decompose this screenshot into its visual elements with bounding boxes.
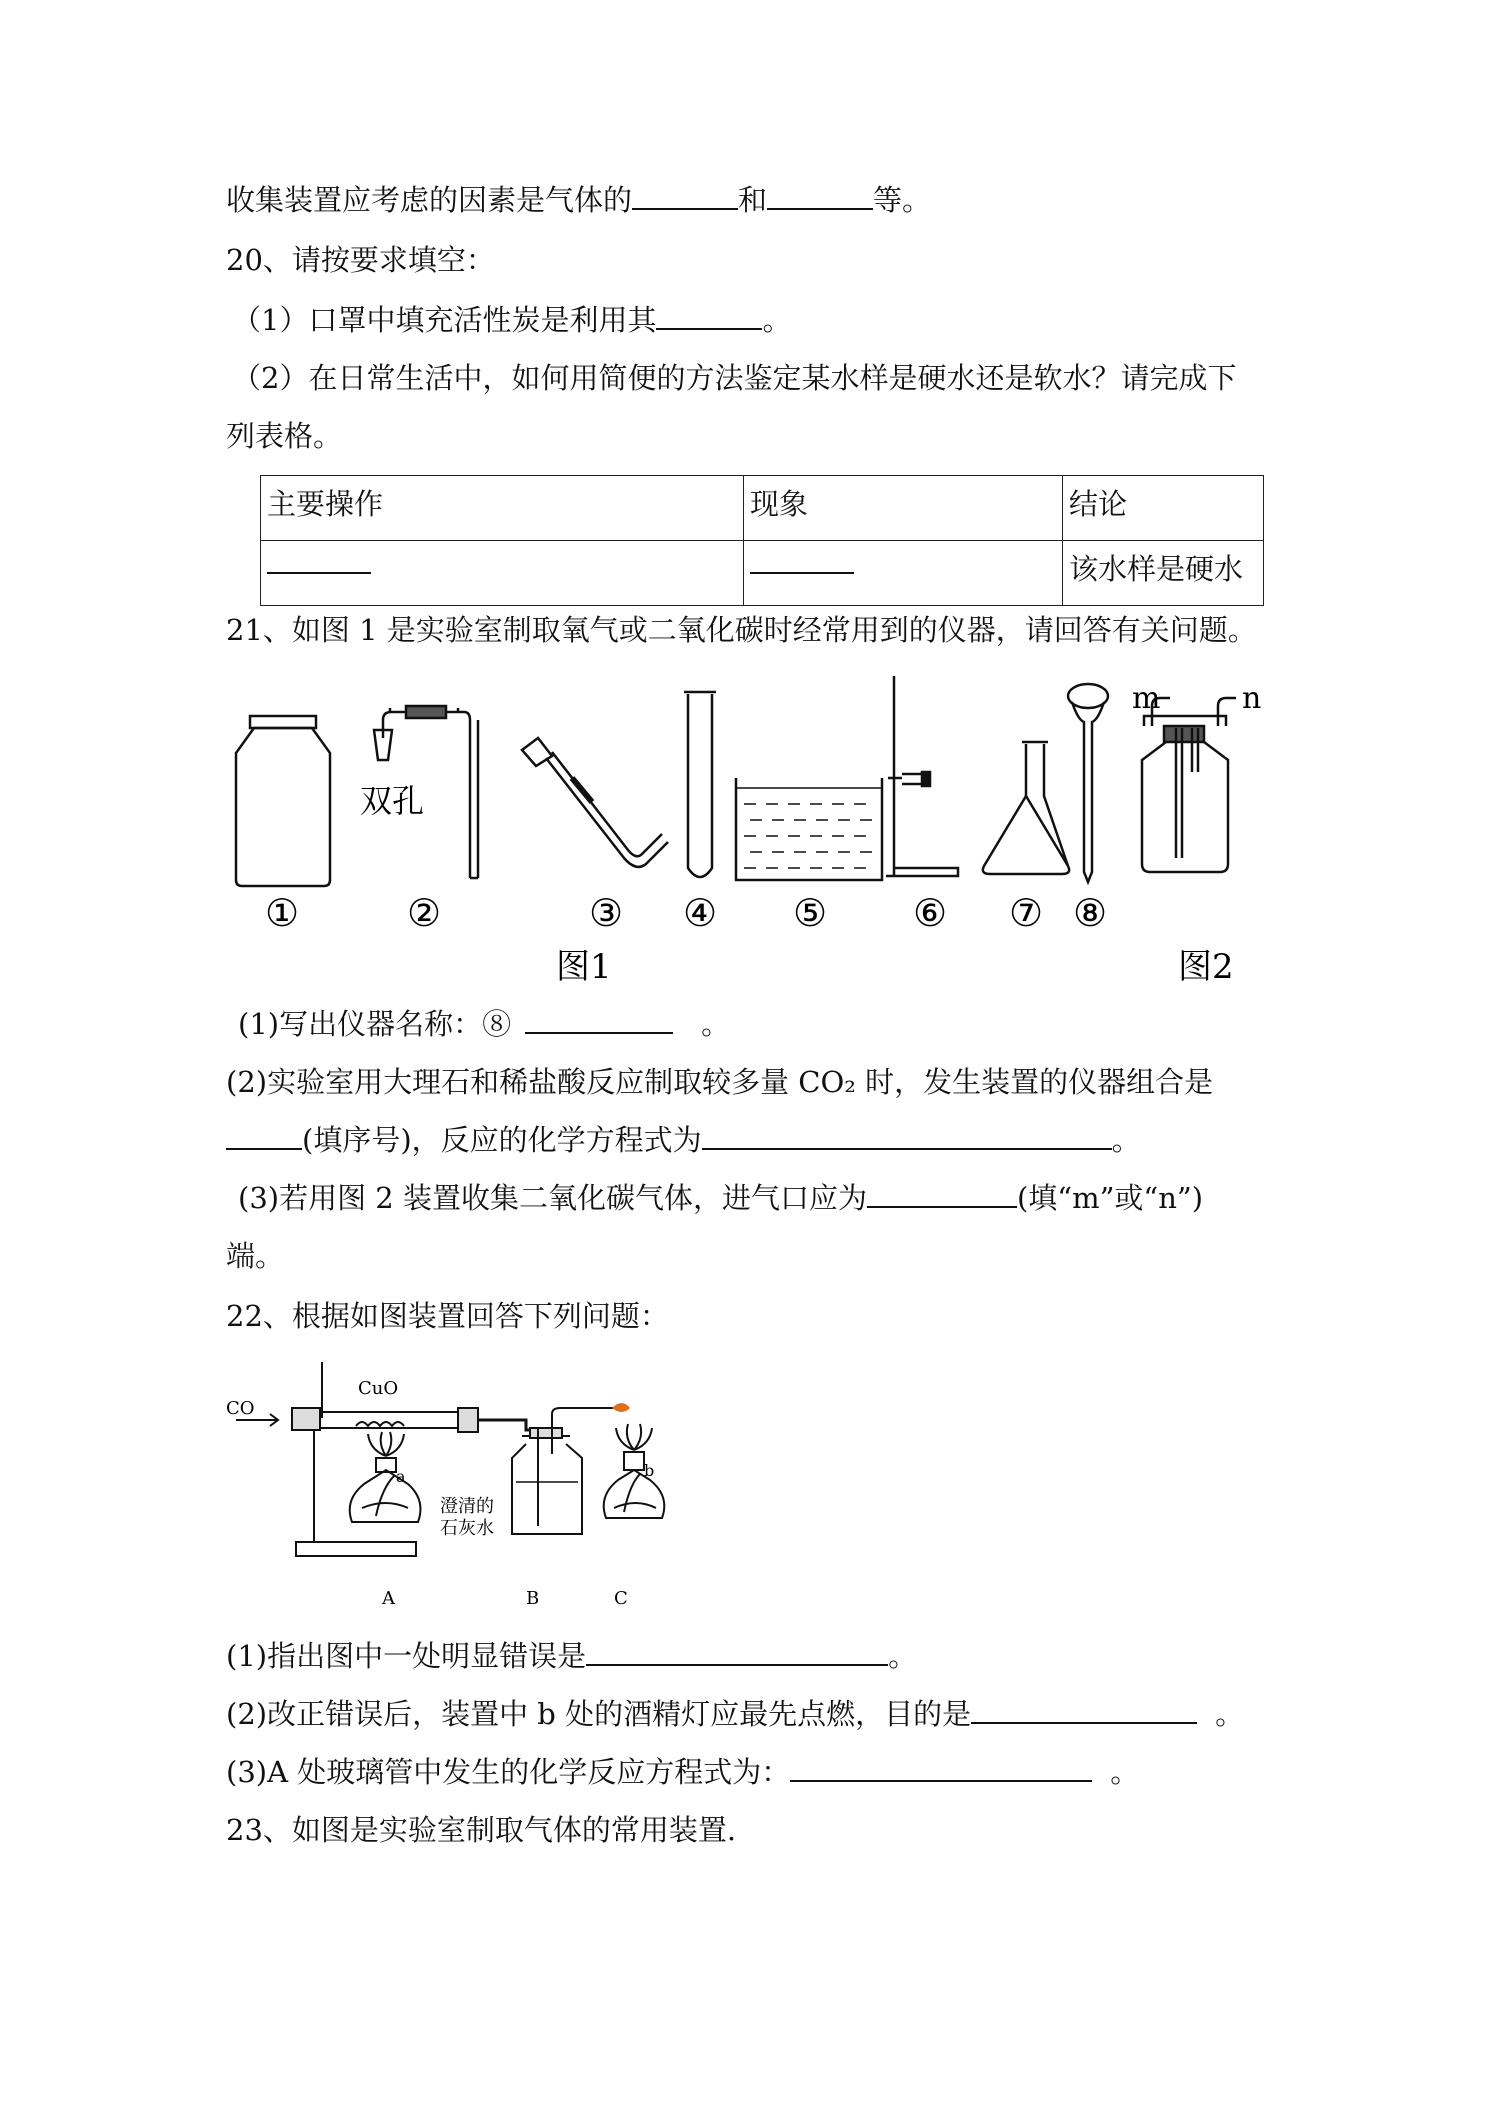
answer-blank[interactable] — [971, 1698, 1197, 1724]
answer-blank[interactable] — [586, 1640, 888, 1666]
q21-s1-text: (1)写出仪器名称：⑧ — [238, 1007, 512, 1041]
q19-mid: 和 — [738, 183, 768, 217]
q19-tail-line — [226, 182, 931, 218]
conical-flask-icon — [983, 742, 1069, 874]
limewater-label-1: 澄清的 — [440, 1496, 494, 1517]
table-header-row — [261, 476, 1264, 541]
table-row — [261, 541, 1264, 606]
q22-title: 22、根据如图装置回答下列问题： — [226, 1299, 669, 1333]
q22-s1-end: 。 — [888, 1639, 918, 1673]
co-label: CO — [226, 1398, 255, 1419]
q22-s3-text: (3)A 处玻璃管中发生的化学反应方程式为： — [226, 1755, 791, 1789]
table-cell-conclusion: 该水样是硬水 — [1063, 541, 1264, 606]
q22-s2-end: 。 — [1215, 1697, 1245, 1731]
table-cell-phenomenon[interactable] — [744, 541, 1063, 606]
table-header: 结论 — [1063, 476, 1264, 541]
fig1-label: 图1 — [556, 947, 612, 987]
water-trough-icon — [736, 778, 882, 880]
bottle-b-icon — [512, 1408, 618, 1534]
instrument-number: ⑦ — [1008, 891, 1044, 935]
q21-s3-cont: 端。 — [226, 1239, 285, 1273]
instrument-number: ⑤ — [792, 891, 828, 935]
apparatus-b-label: B — [526, 1588, 540, 1609]
instrument-number: ④ — [682, 891, 718, 935]
answer-blank[interactable] — [632, 184, 738, 210]
q21-s2b-text: (填序号)，反应的化学方程式为 — [302, 1123, 702, 1157]
q20-p2-cont: 列表格。 — [226, 419, 343, 453]
cuo-powder-icon — [356, 1422, 404, 1426]
answer-blank[interactable] — [790, 1756, 1092, 1782]
table-header: 现象 — [744, 476, 1063, 541]
instrument-number: ① — [264, 891, 300, 935]
q21-s2b-end: 。 — [1111, 1123, 1141, 1157]
stand-base-icon — [296, 1542, 416, 1556]
q22-s1 — [226, 1638, 917, 1674]
answer-blank[interactable] — [267, 548, 371, 574]
q23-title: 23、如图是实验室制取气体的常用装置. — [226, 1813, 737, 1847]
q22-apparatus-figure — [226, 1358, 676, 1618]
q20-table — [260, 475, 1264, 606]
q20-title: 20、请按要求填空： — [226, 243, 495, 277]
test-tube-icon — [684, 692, 716, 877]
q21-title: 21、如图 1 是实验室制取氧气或二氧化碳时经常用到的仪器，请回答有关问题。 — [226, 613, 1257, 647]
limewater-label-2: 石灰水 — [440, 1518, 494, 1539]
q20-p1 — [232, 302, 791, 338]
gas-washing-bottle-icon — [1142, 698, 1236, 872]
q20-p1-end: 。 — [762, 303, 792, 337]
port-m-label: m — [1132, 681, 1161, 716]
q21-apparatus-figure — [226, 668, 1286, 996]
port-n-label: n — [1242, 681, 1262, 716]
answer-blank[interactable] — [525, 1008, 673, 1034]
q20-p2: （2）在日常生活中，如何用简便的方法鉴定某水样是硬水还是软水？请完成下 — [232, 361, 1237, 395]
table-header: 主要操作 — [261, 476, 744, 541]
alcohol-lamp-a-icon — [350, 1432, 421, 1522]
q21-s3-text: (3)若用图 2 装置收集二氧化碳气体，进气口应为 — [238, 1181, 867, 1215]
answer-blank[interactable] — [750, 548, 854, 574]
q22-s3 — [226, 1754, 1139, 1790]
instrument-number: ⑥ — [912, 891, 948, 935]
instrument-number: ⑧ — [1072, 891, 1108, 935]
q20-p1-text: （1）口罩中填充活性炭是利用其 — [232, 303, 657, 337]
glass-tube-icon — [320, 1412, 458, 1428]
answer-blank[interactable] — [656, 304, 762, 330]
alcohol-lamp-c-icon — [604, 1424, 665, 1518]
q21-s1 — [238, 1006, 730, 1042]
apparatus-c-label: C — [614, 1588, 628, 1609]
q22-s1-text: (1)指出图中一处明显错误是 — [226, 1639, 587, 1673]
fig2-label: 图2 — [1178, 947, 1234, 987]
instrument-number: ② — [406, 891, 442, 935]
iron-stand-icon — [886, 676, 958, 876]
q21-s2b — [226, 1122, 1141, 1158]
q21-s1-end: 。 — [701, 1007, 731, 1041]
answer-blank[interactable] — [702, 1124, 1112, 1150]
apparatus-a-label: A — [382, 1588, 395, 1609]
single-hole-stopper-tube-icon — [522, 738, 668, 867]
q22-s2-text: (2)改正错误后，装置中 b 处的酒精灯应最先点燃，目的是 — [226, 1697, 972, 1731]
q22-s3-end: 。 — [1110, 1755, 1140, 1789]
lamp-a-label: a — [396, 1467, 406, 1486]
lamp-b-label: b — [644, 1461, 655, 1480]
q21-s3-end: (填“m”或“n”) — [1016, 1181, 1204, 1215]
wide-mouth-bottle-icon — [236, 716, 330, 886]
answer-blank[interactable] — [226, 1124, 302, 1150]
instrument-number: ③ — [588, 891, 624, 935]
q22-s2 — [226, 1696, 1244, 1732]
answer-blank[interactable] — [867, 1182, 1017, 1208]
q19-end: 等。 — [873, 183, 932, 217]
q21-s3 — [238, 1180, 1203, 1216]
answer-blank[interactable] — [767, 184, 873, 210]
long-neck-funnel-icon — [1068, 684, 1108, 882]
cuo-label: CuO — [358, 1378, 399, 1399]
flame-icon — [612, 1403, 630, 1412]
q19-text: 收集装置应考虑的因素是气体的 — [226, 183, 633, 217]
double-hole-label: 双孔 — [360, 782, 425, 820]
table-cell-operation[interactable] — [261, 541, 744, 606]
q21-s2: (2)实验室用大理石和稀盐酸反应制取较多量 CO₂ 时，发生装置的仪器组合是 — [226, 1065, 1214, 1099]
